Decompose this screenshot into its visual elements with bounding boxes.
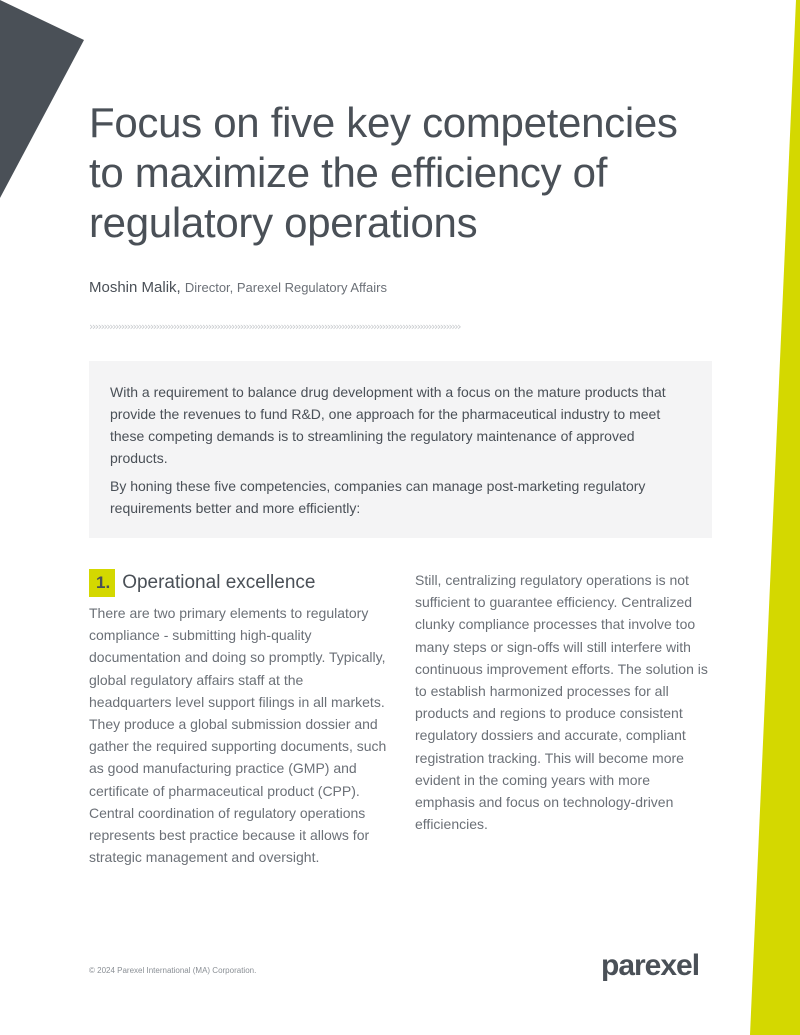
intro-paragraph: By honing these five competencies, companies can manage post-marketing regulatory requirements better and more efficiently: [110, 478, 646, 516]
footer-copyright: © 2024 Parexel International (MA) Corporation. [89, 966, 257, 975]
section-heading [89, 569, 315, 597]
corner-triangle-decoration [0, 0, 90, 200]
byline [89, 279, 387, 296]
body-text-right-column: Still, centralizing regulatory operations is not sufficient to guarantee efficiency. Centralized clunky compliance processes that involve too many steps or sign-offs will still interfere with continuous improvement efforts. The solution is to establish harmonized processes for all products and regions to produce consistent regulatory dossiers and accurate, compliant registration tracking. This will become more evident in the coming years with more emphasis and focus on technology-driven efficiencies. [415, 572, 708, 833]
author-name: Moshin Malik, [89, 279, 181, 296]
document-title: Focus on five key competencies to maximize the efficiency of regulatory operations [89, 99, 678, 246]
intro-box [89, 361, 712, 538]
section-title: Operational excellence [122, 572, 316, 593]
section-number-badge: 1. [89, 569, 115, 597]
author-role: Director, Parexel Regulatory Affairs [184, 280, 387, 295]
logo-wordmark: parexel [601, 949, 700, 982]
parexel-logo [601, 946, 721, 986]
chevron-divider: ›››››››››››››››››››››››››››››››››››››››››››››››››››››››››››››››››››››››››››››››››››››››››››››››››››››››››››››››››››››››››››››››› [89, 320, 461, 333]
side-accent-stripe [750, 0, 800, 1035]
body-text-left-column: There are two primary elements to regulatory compliance - submitting high-quality documentation and doing so promptly. Typically, global regulatory affairs staff at the headquarters level support filings in all markets. They produce a global submission dossier and gather the required supporting documents, such as good manufacturing practice (GMP) and certificate of pharmaceutical product (CPP). Central coordination of regulatory operations represents best practice because it allows for strategic management and oversight. [89, 605, 387, 866]
intro-paragraph: With a requirement to balance drug development with a focus on the mature products that provide the revenues to fund R&D, one approach for the pharmaceutical industry to meet these competing demands is to streamlining the regulatory maintenance of approved products. [110, 384, 666, 466]
